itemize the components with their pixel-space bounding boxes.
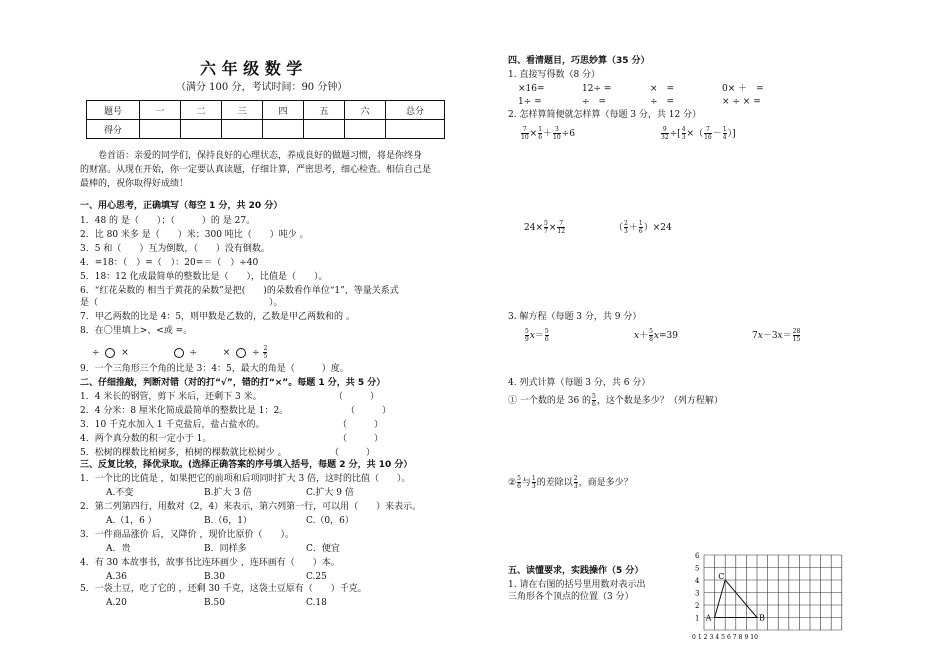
x-tick-label: 9 [744,634,749,641]
choice-question: 5．一袋土豆，吃了它的 ，还剩 30 千克，这袋土豆原有（ ）千克。 [80,584,367,594]
page-title: 六 年 级 数 学 [200,59,303,78]
quick-calc: 0× ＋ = [722,84,764,94]
expression: $\frac{7}{10}$ × $\frac{1}{6}$ ＋ $\frac{3}{10}$ ÷6 [521,126,575,141]
intro-line: 的财富。从现在开始，你一定要认真读题，仔细计算，严密思考，细心检查。相信自己是 [80,165,432,175]
fraction: $\frac{3}{10}$ [553,126,561,141]
score-row-label: 得分 [87,120,140,139]
equation: $\frac{5}{9}$ x＝ $\frac{5}{6}$ [525,328,549,343]
score-table-header-row [87,101,445,120]
grid-lines [704,555,842,630]
word-problem: ① 一个数的是 36 的 $\frac{5}{6}$ ，这个数是多少？（列方程解） [508,393,723,408]
section1-item: 4．=18：（ ）=（ ）：20=＝（ ）÷40 [80,258,259,268]
score-cell[interactable] [140,120,181,139]
fraction: $\frac{5}{9}$ [525,328,529,343]
vertex-label-c: C [718,572,725,581]
quick-calc: ×16= [518,84,545,94]
choice-question: 3．一件商品涨价 后，又降价 ，现价比原价（ ）。 [80,530,294,540]
compare-circle[interactable] [174,348,184,358]
word-problem: ② $\frac{5}{6}$ 与 $\frac{1}{3}$ 的差除以 $\frac{2}{3}$ ，商是多少？ [508,475,633,490]
fraction: $\frac{28}{15}$ [792,328,801,343]
quick-calc: ÷ = [650,97,675,107]
choice-option[interactable]: B.扩大 3 倍 [204,488,252,498]
section2-heading: 二、仔细推敲，判断对错（对的打“√”，错的打“×”。每题 1 分，共 5 分） [80,378,386,388]
score-header-cell: 题号 [87,101,140,120]
compare-circle[interactable] [236,348,246,358]
y-tick-label: 1 [695,614,700,623]
choice-option[interactable]: C.18 [306,598,327,608]
fraction: $\frac{5}{6}$ [544,328,549,343]
coordinate-grid [690,540,860,650]
compare-op: ÷ [92,348,100,358]
section1-item: 7．甲乙两数的比是 4：5，则甲数是乙数的，乙数是甲乙两数和的 。 [80,312,355,322]
choice-option[interactable]: C.25 [306,572,327,582]
fraction: $\frac{5}{8}$ [649,328,653,343]
quick-calc: × ÷ × = [722,97,761,107]
expression: （ $\frac{2}{3}$ ＋ $\frac{1}{6}$ ）×24 [614,220,672,235]
fraction: $\frac{2}{3}$ [573,475,578,490]
score-header-cell: 总分 [386,101,445,120]
score-header-cell: 三 [222,101,263,120]
section3-heading: 三、反复比较，择优录取。(选择正确答案的序号填入括号，每题 2 分，共 10 分） [80,460,413,470]
fraction: $\frac{9}{32}$ [661,126,669,141]
y-tick-label: 2 [695,602,700,610]
compare-op: × [121,348,129,358]
choice-option[interactable]: A．贵 [106,544,131,554]
score-cell[interactable] [345,120,386,139]
intro-line: 最棒的，祝你取得好成绩！ [80,179,189,189]
y-tick-label: 3 [695,589,700,598]
score-table [86,100,445,139]
section5-line: 三角形各个顶点的位置（3 分） [508,592,634,602]
compare-op: ÷ [252,348,260,358]
section4-sub: 4. 列式计算（每题 3 分，共 6 分） [508,378,651,388]
fraction: $\frac{1}{6}$ [638,220,643,235]
fraction: $\frac{1}{4}$ [722,126,727,141]
y-axis-labels [695,552,700,623]
compare-circle[interactable] [105,348,115,358]
fraction: $\frac{4}{3}$ [681,126,686,141]
judge-blank[interactable]: （ ） [338,420,384,430]
judge-item: 4．两个真分数的积一定小于 1。 [80,434,212,444]
choice-option[interactable]: C．便宜 [306,544,340,554]
score-header-cell: 一 [140,101,181,120]
expression: 24× $\frac{5}{7}$ × $\frac{7}{12}$ [524,220,566,235]
score-cell[interactable] [304,120,345,139]
score-cell[interactable] [181,120,222,139]
section4-sub: 3. 解方程（每题 3 分，共 9 分） [508,312,642,322]
x-tick-label: 2 [703,634,708,641]
choice-question: 1．一个比的比值是 ，如果把它的前项和后项同时扩大 3 倍，这时的比值（ ）。 [80,474,411,484]
equation: 7x－3x＝ $\frac{28}{15}$ [752,328,801,343]
choice-option[interactable]: B.（6，1） [204,516,252,526]
x-tick-label: 10 [750,634,758,641]
section1-item: 6．“红花朵数的 相当于黄花的朵数”是把( )的朵数看作单位“1”，等量关系式 [80,286,399,296]
x-tick-label: 6 [726,634,731,641]
choice-option[interactable]: A.（1，6 ） [106,516,157,526]
vertex-label-a: A [705,613,712,623]
section5-heading: 五、读懂要求，实践操作（5 分） [508,566,644,576]
section1-item: 5．18：12 化成最简单的整数比是（ ），比值是（ ）。 [80,272,328,282]
quick-calc: × = [650,84,675,94]
compare-row [92,342,268,364]
judge-item: 1．4 米长的钢管，剪下 米后，还剩下 3 米。 [80,392,262,402]
x-tick-label: 1 [697,634,702,641]
score-cell[interactable] [263,120,304,139]
x-tick-label: 8 [738,634,743,641]
fraction: $\frac{5}{6}$ [517,475,521,490]
score-cell[interactable] [386,120,445,139]
fraction: $\frac{1}{6}$ [538,126,543,141]
judge-blank[interactable]: （ ） [334,392,380,402]
section1-item: 2．比 80 米多 是（ ）米；300 吨比（ ）吨少 。 [80,230,309,240]
score-header-cell: 六 [345,101,386,120]
fraction: $\frac{7}{12}$ [557,220,566,235]
y-tick-label: 5 [695,564,700,573]
expression: $\frac{9}{32}$ ÷[ $\frac{4}{3}$ ×（ $\frac{7}{16}$ － $\frac{1}{4}$ ）] [661,126,736,141]
score-header-cell: 四 [263,101,304,120]
score-header-cell: 二 [181,101,222,120]
choice-option[interactable]: B.30 [204,572,225,582]
judge-item: 2．4 分米：8 厘米化简成最简单的整数比是 1：2。 [80,406,289,416]
compare-op: × [222,348,231,358]
section4-heading: 四、看清题目，巧思妙算（35 分） [508,56,650,66]
fraction: $\frac{1}{3}$ [531,475,536,490]
fraction: $\frac{2}{3}$ [624,220,628,235]
x-tick-label: 0 [692,634,696,641]
x-tick-label: 7 [732,634,737,641]
x-tick-label: 3 [709,634,714,641]
choice-option[interactable]: C.扩大 9 倍 [306,488,354,498]
fraction: $\frac{5}{6}$ [592,393,596,408]
score-cell[interactable] [222,120,263,139]
y-tick-label: 6 [695,552,700,560]
y-tick-label: 4 [695,577,700,585]
section1-item: 3．5 和（ ）互为倒数，（ ）没有倒数。 [80,244,270,254]
choice-option[interactable]: A.不变 [106,488,134,498]
judge-blank[interactable]: （ ） [338,434,384,444]
section1-heading: 一、用心思考，正确填写（每空 1 分，共 20 分） [80,201,283,211]
section5-line: 1. 请在右图的括号里用数对表示出 [508,580,646,590]
intro-line: 卷首语：亲爱的同学们，保持良好的心理状态，养成良好的做题习惯，将是你终身 [98,151,423,161]
judge-blank[interactable]: （ ） [330,448,376,458]
fraction: $\frac{7}{16}$ [704,126,712,141]
quick-calc: 12÷ = [582,84,612,94]
score-header-cell: 五 [304,101,345,120]
equation: x＋ $\frac{5}{8}$ x=39 [634,328,678,343]
choice-option[interactable]: A.36 [106,572,127,582]
choice-option[interactable]: A.20 [106,598,127,608]
compare-op: ÷ [189,348,198,358]
quick-calc: ÷ = [582,97,607,107]
choice-option[interactable]: B．同样多 [204,544,247,554]
x-tick-label: 5 [721,634,725,641]
section4-sub: 2. 怎样算简便就怎样算（每题 3 分，共 12 分） [508,110,702,120]
section1-item: 是（ ）。 [80,298,283,308]
vertex-label-b: B [759,613,765,623]
judge-blank[interactable]: （ ） [346,406,392,416]
choice-option[interactable]: C.（0，6） [306,516,354,526]
fraction: $\frac{5}{7}$ [544,220,548,235]
judge-item: 5．松树的棵数比柏树多，柏树的棵数就比松树少 。 [80,448,287,458]
fraction: $\frac{2}{5}$ [263,345,268,360]
section1-item: 9．一个三角形三个角的比是 3：4：5，最大的角是（ ）度。 [80,364,349,374]
quick-calc: 1÷ = [518,97,542,107]
section1-item: 8．在〇里填上>、<或 =。 [80,326,193,336]
x-tick-label: 4 [715,634,720,641]
choice-question: 4．有 30 本故事书，故事书比连环画少 ，连环画有（ ）本。 [80,558,340,568]
judge-item: 3．10 千克水加入 1 千克盐后，盐占盐水的。 [80,420,265,430]
section4-sub: 1. 直接写得数（8 分） [508,70,601,80]
fraction: $\frac{7}{10}$ [521,126,529,141]
page-subtitle: （满分 100 分，考试时间：90 分钟） [176,82,348,93]
choice-option[interactable]: B.50 [204,598,225,608]
choice-question: 2．第二列第四行，用数对（2，4）来表示，第六列第一行，可以用（ ）来表示。 [80,502,422,512]
section1-item: 1．48 的 是（ ）；（ ）的 是 27。 [80,216,256,226]
x-axis-labels [692,634,758,641]
score-table-score-row [87,120,445,139]
